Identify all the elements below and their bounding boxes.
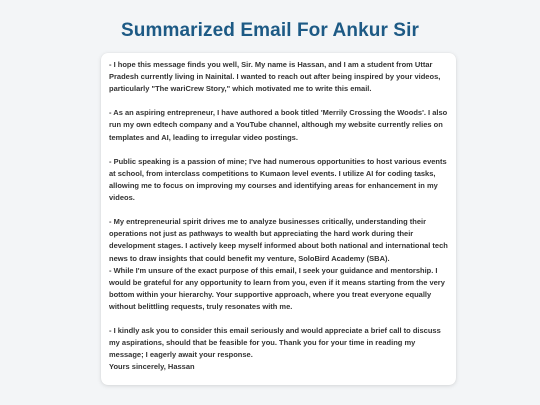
email-paragraph-2: - As an aspiring entrepreneur, I have authored a book titled 'Merrily Crossing the Woods'. I also run my own edtech company and a YouTube channel, although my website currently relies on templates and AI, leading to irregular video postings. — [109, 108, 448, 142]
email-paragraph-5: - While I'm unsure of the exact purpose of this email, I seek your guidance and mentorship. I would be grateful for any opportunity to learn from you, even if it means starting from the very bottom within your hierarchy. Your supportive approach, where you treat everyone equally without belittling requests, truly resonates with me. — [109, 265, 445, 311]
paragraph-spacer — [109, 95, 448, 107]
page-title: Summarized Email For Ankur Sir — [121, 20, 419, 41]
email-paragraph-3: - Public speaking is a passion of mine; I've had numerous opportunities to host various events at school, from interclass competitions to Kumaon level events. I utilize AI for coding tasks, allowing me to focus on improving my courses and identifying areas for enhancement in my videos. — [109, 156, 447, 203]
email-signoff: Yours sincerely, Hassan — [109, 362, 195, 372]
email-paragraph-1: - I hope this message finds you well, Sir. My name is Hassan, and I am a student from Uttar Pradesh currently living in Nainital. I wanted to reach out after being inspired by your videos, particularly "The wariCrew Story," which motivated me to write this email. — [109, 60, 441, 94]
email-paragraph-6: - I kindly ask you to consider this email seriously and would appreciate a brief call to discuss my aspirations, should that be feasible for you. Thank you for your time in reading my message; I eagerly await your response. — [109, 326, 441, 360]
paragraph-spacer — [109, 144, 448, 156]
email-summary-card — [101, 53, 456, 385]
email-paragraph-4: - My entrepreneurial spirit drives me to analyze businesses critically, understanding their operations not just as pathways to wealth but appreciating the hard work during their development stages. I actively keep myself informed about both national and international tech news to draw insights that could benefit my venture, SoloBird Academy (SBA). — [109, 217, 448, 263]
paragraph-spacer — [109, 204, 448, 216]
paragraph-spacer — [109, 313, 448, 325]
